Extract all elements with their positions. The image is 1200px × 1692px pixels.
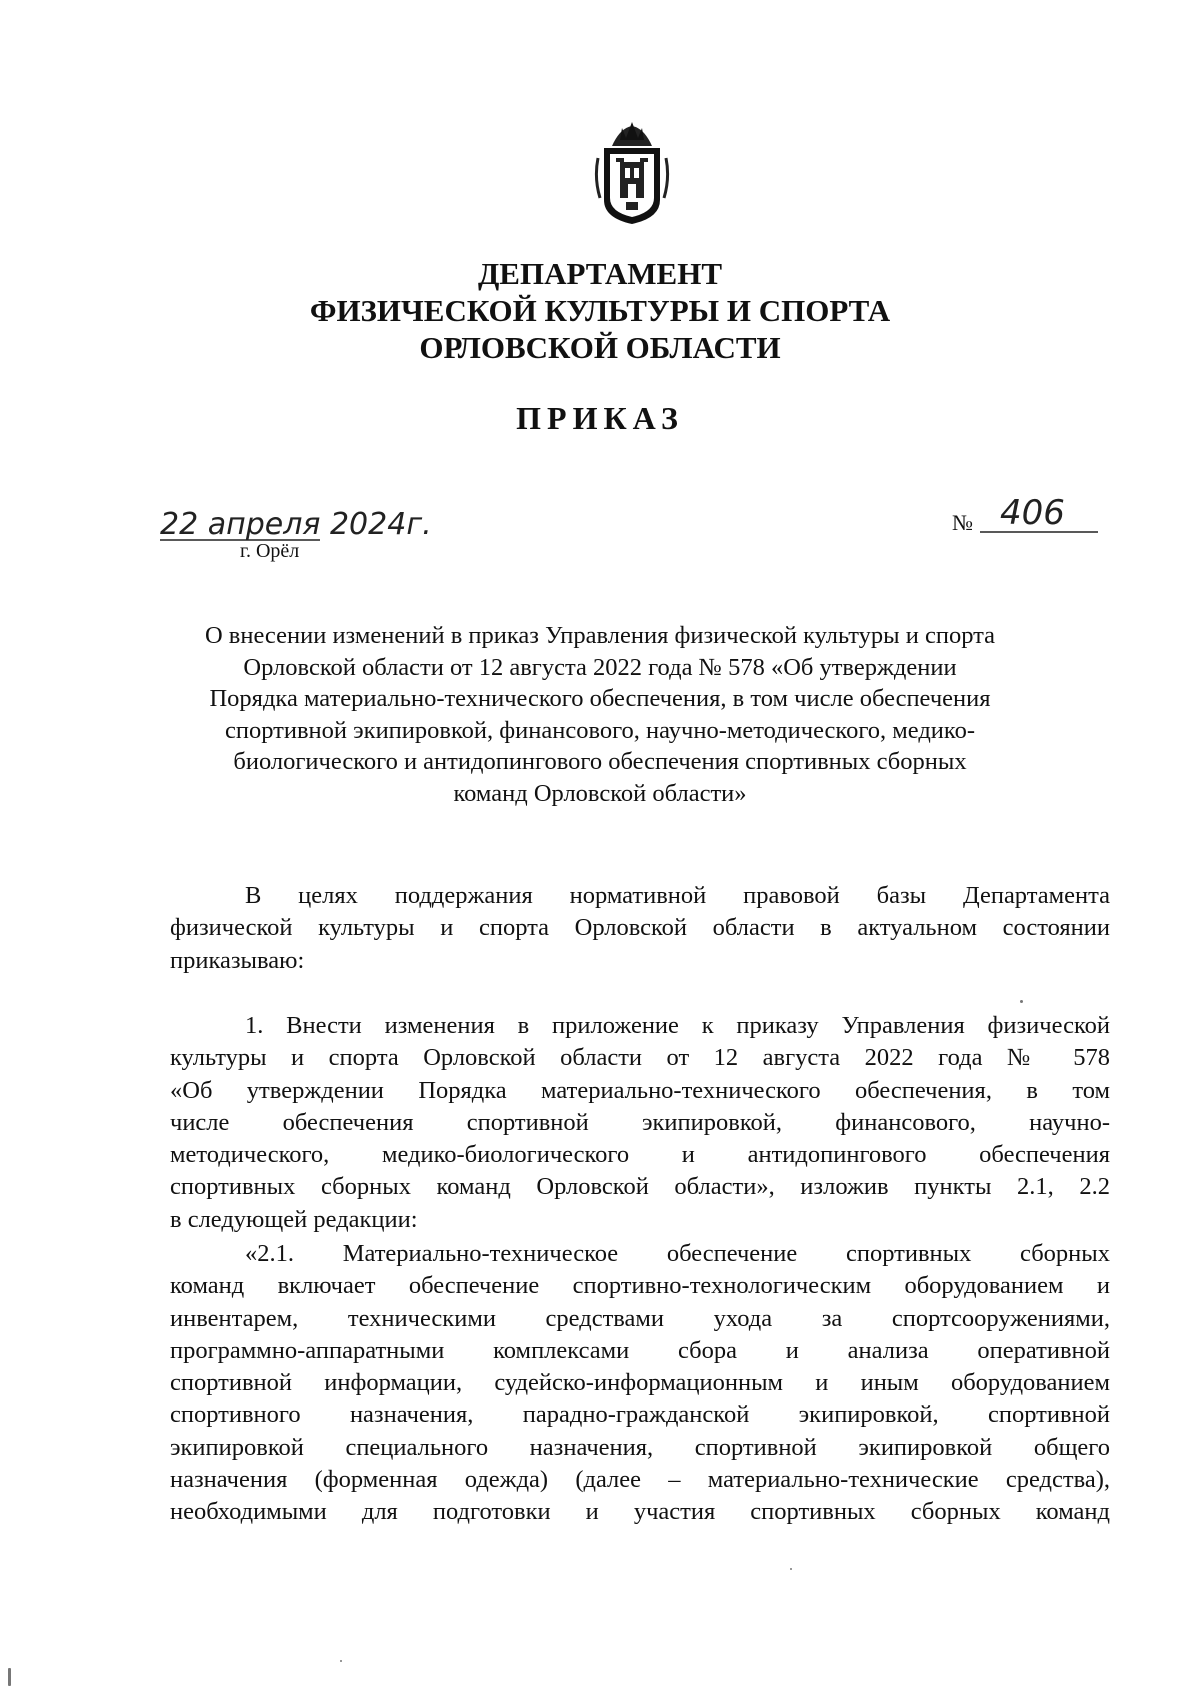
order-title [130, 620, 1070, 809]
paragraph-line: в следующей редакции: [170, 1205, 418, 1233]
paragraph-line: физической культуры и спорта Орловской области в актуальном состоянии [170, 914, 1110, 942]
number-label: № [952, 510, 973, 535]
handwritten-date [160, 500, 480, 550]
paragraph-line: команд включает обеспечение спортивно-технологическим оборудованием и [170, 1272, 1110, 1300]
paragraph-line: необходимыми для подготовки и участия спортивных сборных команд [170, 1498, 1110, 1526]
paragraph-line: спортивного назначения, парадно-гражданской экипировкой, спортивной [170, 1401, 1110, 1429]
order-title-line: О внесении изменений в приказ Управления физической культуры и спорта [204, 622, 996, 649]
scan-speck [8, 1668, 11, 1686]
paragraph-line: «Об утверждении Порядка материально-технического обеспечения, в том [170, 1076, 1110, 1104]
item-2-1-paragraph [170, 1238, 1110, 1529]
paragraph-line: «2.1. Материально-техническое обеспечение спортивных сборных [245, 1240, 1110, 1267]
scan-speck [1020, 1000, 1023, 1003]
order-title-line: спортивной экипировкой, финансового, научно-методического, медико- [225, 716, 975, 744]
paragraph-line: инвентарем, техническими средствами ухода за спортсооружениями, [170, 1304, 1110, 1332]
paragraph-line: программно-аппаратными комплексами сбора и анализа оперативной [170, 1336, 1110, 1364]
scan-speck [790, 1568, 792, 1570]
paragraph-line: 1. Внести изменения в приложение к приказу Управления физической [245, 1012, 1110, 1039]
handwritten-number [980, 488, 1100, 542]
department-name-line1: ДЕПАРТАМЕНТ [477, 256, 723, 291]
order-title-line: Порядка материально-технического обеспечения, в том числе обеспечения [209, 685, 991, 712]
paragraph-line: спортивных сборных команд Орловской области», изложив пункты 2.1, 2.2 [170, 1173, 1110, 1201]
paragraph-line: экипировкой специального назначения, спортивной экипировкой общего [170, 1433, 1110, 1461]
paragraph-line: числе обеспечения спортивной экипировкой, финансового, научно- [170, 1108, 1110, 1136]
order-title-line: биологического и антидопингового обеспечения спортивных сборных [233, 748, 967, 775]
handwritten-number-text: 406 [1000, 493, 1065, 533]
paragraph-line: спортивной информации, судейско-информационным и иным оборудованием [170, 1369, 1110, 1397]
department-name-line2: ФИЗИЧЕСКОЙ КУЛЬТУРЫ И СПОРТА [309, 293, 891, 328]
handwritten-date-text: 22 апреля 2024г. [160, 507, 432, 542]
order-title-line: Орловской области от 12 августа 2022 года № 578 «Об утверждении [243, 653, 957, 681]
department-name-line3: ОРЛОВСКОЙ ОБЛАСТИ [419, 330, 781, 365]
preamble-paragraph [170, 880, 1110, 977]
paragraph-line: В целях поддержания нормативной правовой базы Департамента [245, 882, 1110, 909]
paragraph-line: культуры и спорта Орловской области от 12 августа 2022 года № 578 [170, 1044, 1110, 1072]
paragraph-line: приказываю: [170, 946, 305, 974]
city-label: г. Орёл [240, 540, 300, 562]
order-title-line: команд Орловской области» [453, 779, 747, 807]
document-type-title: ПРИКАЗ [516, 400, 684, 436]
item-1-paragraph [170, 1010, 1110, 1236]
paragraph-line: назначения (форменная одежда) (далее – материально-технические средства), [170, 1466, 1110, 1494]
coat-of-arms-emblem [590, 118, 674, 228]
scan-speck [340, 1660, 342, 1662]
paragraph-line: методического, медико-биологического и антидопингового обеспечения [170, 1141, 1110, 1169]
